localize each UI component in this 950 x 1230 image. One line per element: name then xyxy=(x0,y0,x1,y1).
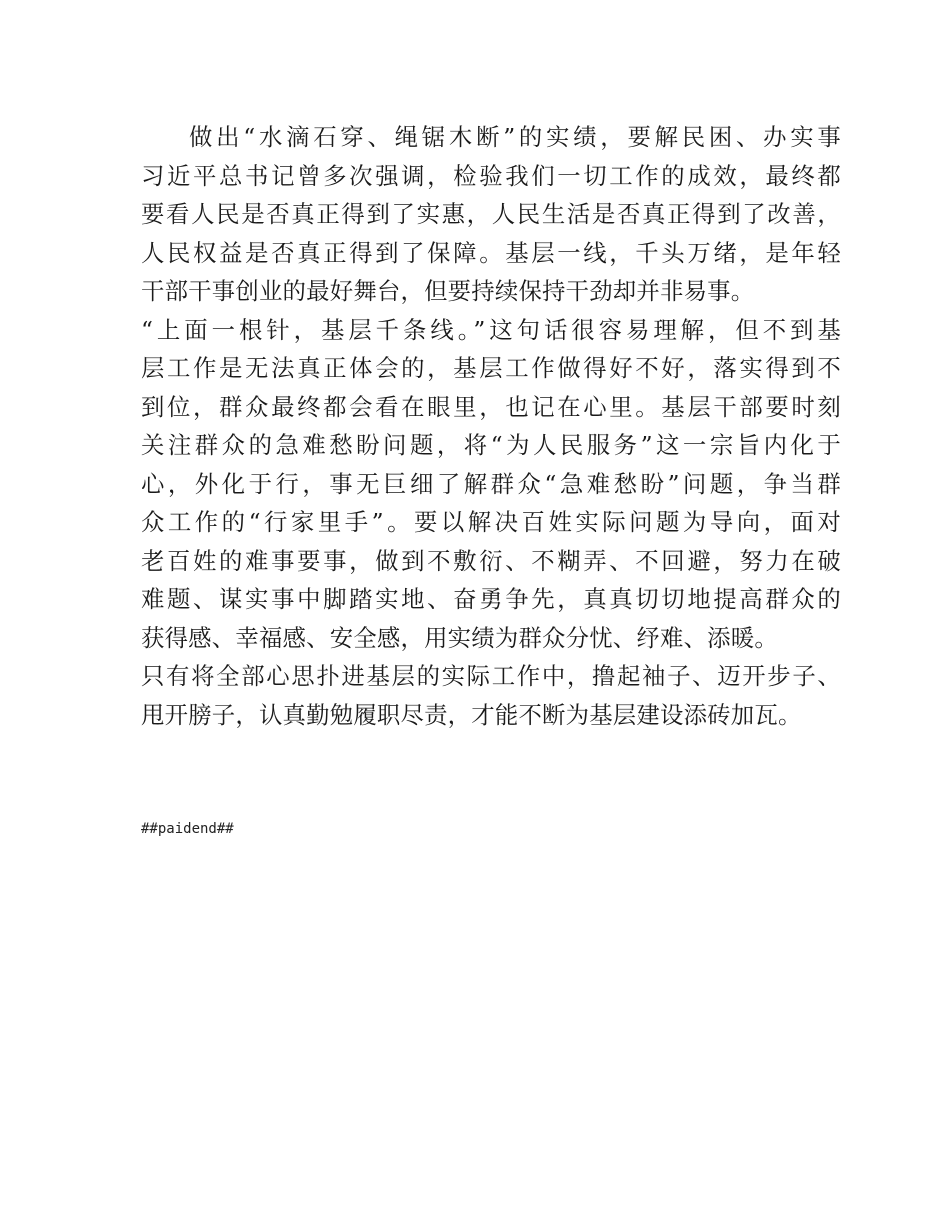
text-line: 甩开膀子，认真勤勉履职尽责，才能不断为基层建设添砖加瓦。 xyxy=(141,700,802,729)
text-line: 老百姓的难事要事，做到不敷衍、不糊弄、不回避，努力在破 xyxy=(141,546,841,575)
text-line: “上面一根针，基层千条线。”这句话很容易理解，但不到基 xyxy=(141,315,841,344)
text-line: 获得感、幸福感、安全感，用实绩为群众分忧、纾难、添暖。 xyxy=(141,623,778,652)
text-line: 到位，群众最终都会看在眼里，也记在心里。基层干部要时刻 xyxy=(141,392,841,421)
text-line: 要看人民是否真正得到了实惠，人民生活是否真正得到了改善， xyxy=(141,200,841,228)
text-line: 干部干事创业的最好舞台，但要持续保持干劲却并非易事。 xyxy=(141,277,755,305)
end-marker: ##paidend## xyxy=(141,821,234,837)
text-line: 层工作是无法真正体会的，基层工作做得好不好，落实得到不 xyxy=(141,354,841,382)
text-line-heading: 做出“水滴石穿、绳锯木断”的实绩，要解民困、办实事 xyxy=(189,123,841,151)
text-line: 心，外化于行，事无巨细了解群众“急难愁盼”问题，争当群 xyxy=(141,469,841,498)
body-text xyxy=(141,118,841,734)
text-line: 关注群众的急难愁盼问题，将“为人民服务”这一宗旨内化于 xyxy=(141,431,841,459)
text-line: 只有将全部心思扑进基层的实际工作中，撸起袖子、迈开步子、 xyxy=(141,662,841,690)
text-line: 习近平总书记曾多次强调，检验我们一切工作的成效，最终都 xyxy=(141,161,841,190)
text-line: 人民权益是否真正得到了保障。基层一线，千头万绪，是年轻 xyxy=(141,238,841,267)
text-line: 众工作的“行家里手”。要以解决百姓实际问题为导向，面对 xyxy=(141,508,841,536)
text-line: 难题、谋实事中脚踏实地、奋勇争先，真真切切地提高群众的 xyxy=(141,585,841,613)
